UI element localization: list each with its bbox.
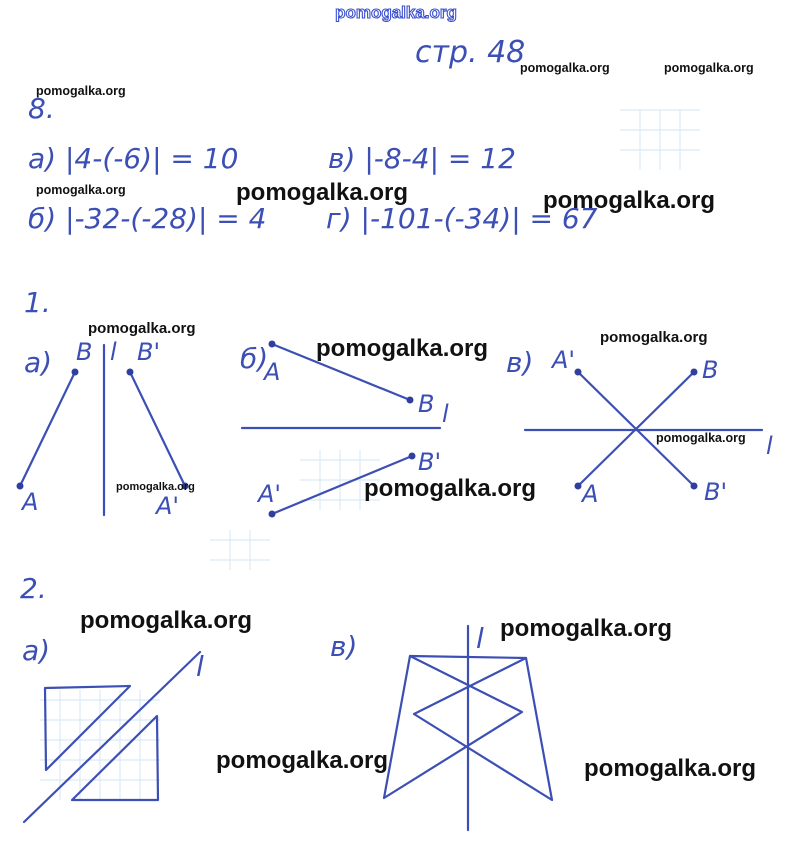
- segment-a1b1: [130, 372, 185, 486]
- point-b-prime: [127, 369, 134, 376]
- watermark: pomogalka.org: [216, 747, 389, 774]
- point-a-prime: [269, 511, 276, 518]
- segment-top: [410, 656, 526, 658]
- label-l: l: [476, 622, 484, 655]
- figure-1a-label: а): [24, 346, 53, 379]
- label-a-prime: A': [258, 480, 282, 508]
- watermark: pomogalka.org: [584, 755, 757, 782]
- figure-1v-label: в): [506, 346, 534, 379]
- segment-ab: [20, 372, 75, 486]
- watermark: pomogalka.org: [88, 320, 196, 337]
- figure-2v-label: в): [330, 630, 358, 663]
- point-b-prime: [409, 453, 416, 460]
- watermark: pomogalka.org: [36, 84, 126, 98]
- figure-reflected: [414, 658, 552, 800]
- label-l: l: [442, 400, 449, 428]
- label-a: A: [264, 358, 281, 386]
- site-header: pomogalka.org: [335, 3, 457, 22]
- exercise-8-number: 8.: [28, 92, 55, 125]
- exercise-1-number: 1.: [24, 286, 51, 319]
- watermark: pomogalka.org: [316, 335, 489, 362]
- point-a-prime: [575, 369, 582, 376]
- figure-1v: [506, 346, 773, 508]
- page-reference: стр. 48: [415, 35, 526, 70]
- watermark: pomogalka.org: [600, 329, 708, 346]
- label-b-prime: B': [704, 478, 728, 506]
- exercise-8-g: г) |-101-(-34)| = 67: [326, 202, 598, 235]
- line-l: [24, 652, 200, 822]
- point-a: [269, 341, 276, 348]
- exercise-2-number: 2.: [20, 572, 47, 605]
- watermark: pomogalka.org: [364, 475, 537, 502]
- watermark: pomogalka.org: [543, 187, 716, 214]
- watermark: pomogalka.org: [500, 615, 673, 642]
- figure-original: [384, 656, 522, 798]
- exercise-8-b: б) |-32-(-28)| = 4: [28, 202, 267, 235]
- label-b-prime: B': [137, 338, 161, 366]
- label-b: B: [418, 390, 435, 418]
- triangle-reflected: [72, 716, 158, 800]
- figure-2a-label: а): [22, 634, 51, 667]
- watermark: pomogalka.org: [520, 61, 610, 75]
- label-l: l: [766, 432, 773, 460]
- point-b: [407, 397, 414, 404]
- watermark: pomogalka.org: [656, 431, 746, 445]
- watermark: pomogalka.org: [116, 481, 195, 493]
- label-b: B: [702, 356, 719, 384]
- label-a-prime: A': [156, 492, 180, 520]
- exercise-8-v: в) |-8-4| = 12: [328, 142, 516, 175]
- label-l: l: [110, 338, 117, 366]
- label-b: B: [76, 338, 93, 366]
- label-a-prime: A': [552, 346, 576, 374]
- exercise-8-a: а) |4-(-6)| = 10: [28, 142, 239, 175]
- point-a: [575, 483, 582, 490]
- label-a: A: [582, 480, 599, 508]
- triangle-original: [45, 686, 130, 770]
- watermark: pomogalka.org: [664, 61, 754, 75]
- label-a: A: [22, 488, 39, 516]
- watermark: pomogalka.org: [36, 183, 126, 197]
- point-b: [72, 369, 79, 376]
- label-b-prime: B': [418, 448, 442, 476]
- figure-2a: [22, 634, 204, 822]
- figure-2v: [330, 622, 552, 830]
- figure-1b-label: б): [240, 342, 269, 375]
- watermark: pomogalka.org: [80, 607, 253, 634]
- point-b-prime: [691, 483, 698, 490]
- watermark: pomogalka.org: [236, 179, 409, 206]
- point-b: [691, 369, 698, 376]
- label-l: l: [196, 650, 204, 683]
